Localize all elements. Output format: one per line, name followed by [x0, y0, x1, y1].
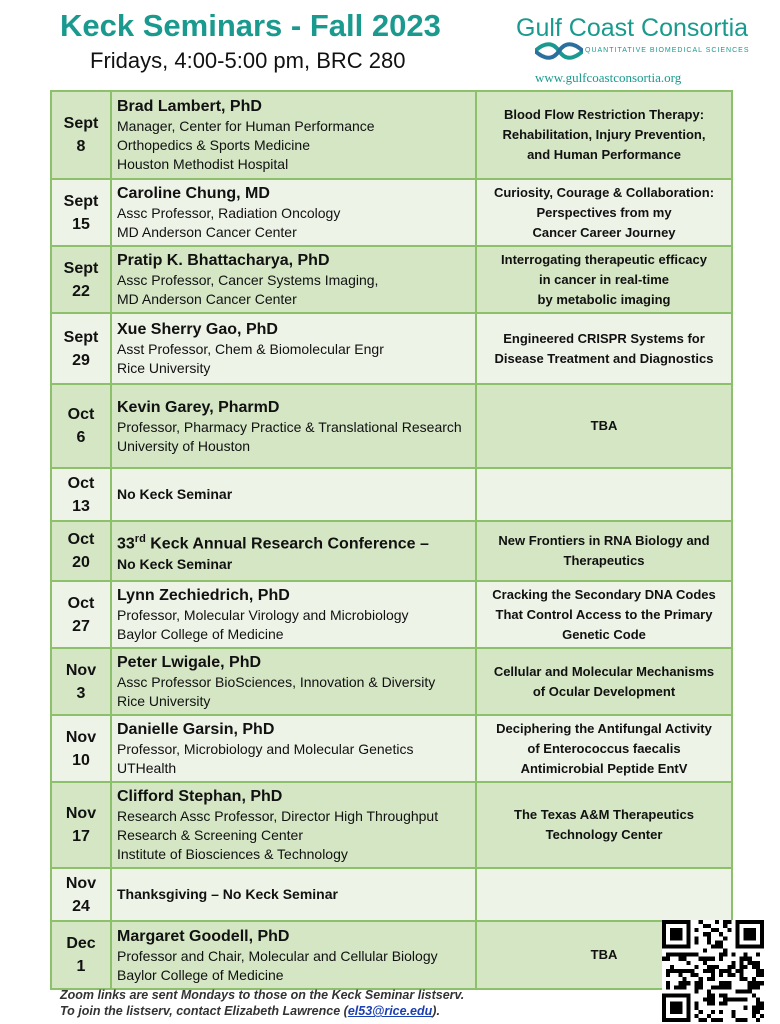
seminar-topic	[476, 246, 732, 313]
speaker-affiliation: Assc Professor, Cancer Systems Imaging,	[117, 272, 379, 288]
speaker-affiliation: Research Assc Professor, Director High Throughput	[117, 808, 439, 824]
speaker-info	[111, 715, 476, 782]
speaker-name: Danielle Garsin, PhD	[117, 721, 275, 738]
no-seminar-note: No Keck Seminar	[117, 486, 233, 502]
consortia-logo-icon	[535, 42, 583, 60]
date-day: 20	[72, 554, 90, 571]
speaker-affiliation: University of Houston	[117, 437, 251, 454]
speaker-affiliation: Professor, Molecular Virology and Microbiology	[117, 607, 409, 623]
speaker-affiliation: MD Anderson Cancer Center	[117, 291, 297, 307]
date-month: Nov	[65, 661, 97, 679]
schedule-row	[51, 468, 732, 521]
seminar-date	[51, 384, 111, 468]
conference-ordinal-suffix: rd	[134, 532, 146, 545]
seminar-topic	[476, 91, 732, 179]
contact-email-link[interactable]: el53@rice.edu	[347, 1004, 433, 1018]
seminar-topic	[476, 521, 732, 581]
conference-title	[117, 528, 470, 555]
date-month: Sept	[63, 328, 99, 346]
speaker-info	[111, 521, 476, 581]
speaker-affiliation: Rice University	[117, 360, 211, 376]
topic-line: Interrogating therapeutic efficacy	[501, 251, 707, 267]
speaker-name: Pratip K. Bhattacharya, PhD	[117, 252, 330, 269]
seminar-topic	[476, 179, 732, 246]
topic-line: The Texas A&M Therapeutics	[514, 807, 694, 822]
topic-line: Deciphering the Antifungal Activity	[496, 720, 712, 736]
topic-line: Cancer Career Journey	[532, 224, 676, 240]
brand-tagline: QUANTITATIVE BIOMEDICAL SCIENCES	[585, 47, 750, 54]
seminar-date	[51, 179, 111, 246]
schedule-row	[51, 581, 732, 648]
date-day: 1	[76, 958, 86, 975]
schedule-row	[51, 313, 732, 384]
speaker-affiliation: UTHealth	[117, 760, 177, 776]
speaker-name: Caroline Chung, MD	[117, 185, 270, 202]
topic-line: by metabolic imaging	[537, 291, 671, 307]
schedule-row	[51, 782, 732, 868]
seminar-topic	[476, 868, 732, 921]
seminar-topic	[476, 384, 732, 468]
speaker-info	[111, 179, 476, 246]
seminar-date	[51, 246, 111, 313]
schedule-row	[51, 868, 732, 921]
date-day: 27	[72, 617, 90, 635]
topic-line: Rehabilitation, Injury Prevention,	[502, 127, 706, 142]
speaker-affiliation: Baylor College of Medicine	[117, 626, 284, 642]
footer-note	[60, 987, 464, 1019]
date-day: 22	[72, 282, 90, 300]
date-month: Sept	[63, 115, 99, 132]
no-seminar-note: No Keck Seminar	[117, 556, 233, 573]
page-subtitle: Fridays, 4:00-5:00 pm, BRC 280	[90, 48, 406, 73]
speaker-info	[111, 91, 476, 179]
topic-line: Cellular and Molecular Mechanisms	[493, 663, 715, 679]
speaker-name: Kevin Garey, PharmD	[117, 398, 280, 416]
topic-line: Technology Center	[545, 827, 663, 842]
date-month: Nov	[65, 874, 97, 892]
speaker-affiliation: Asst Professor, Chem & Biomolecular Engr	[117, 341, 384, 357]
no-seminar-note: Thanksgiving – No Keck Seminar	[117, 886, 338, 902]
date-month: Dec	[66, 935, 96, 952]
date-month: Nov	[65, 805, 97, 822]
conference-ordinal: 33	[117, 535, 135, 553]
seminar-date	[51, 91, 111, 179]
conference-name: Keck Annual Research Conference –	[145, 535, 429, 553]
seminar-date	[51, 468, 111, 521]
seminar-schedule-table	[50, 90, 733, 990]
speaker-affiliation: Institute of Biosciences & Technology	[117, 846, 348, 862]
seminar-date	[51, 313, 111, 384]
seminar-date	[51, 648, 111, 715]
speaker-name: Clifford Stephan, PhD	[117, 788, 283, 805]
seminar-date	[51, 715, 111, 782]
seminar-topic	[476, 313, 732, 384]
speaker-affiliation: Professor, Pharmacy Practice & Translational Research	[117, 418, 462, 435]
speaker-affiliation: Professor, Microbiology and Molecular Genetics	[117, 741, 414, 757]
speaker-affiliation: Assc Professor, Radiation Oncology	[117, 205, 341, 221]
speaker-info	[111, 313, 476, 384]
speaker-affiliation: Orthopedics & Sports Medicine	[117, 137, 310, 153]
schedule-row	[51, 91, 732, 179]
schedule-row	[51, 521, 732, 581]
speaker-info	[111, 384, 476, 468]
date-month: Oct	[67, 531, 95, 548]
topic-line: Therapeutics	[563, 553, 645, 568]
date-day: 15	[72, 215, 90, 233]
seminar-topic	[476, 648, 732, 715]
speaker-name: Brad Lambert, PhD	[117, 98, 262, 115]
date-day: 17	[72, 828, 90, 845]
date-day: 10	[72, 751, 90, 769]
topic-line: of Ocular Development	[532, 683, 676, 699]
speaker-affiliation: Manager, Center for Human Performance	[117, 118, 375, 134]
speaker-info	[111, 468, 476, 521]
date-month: Oct	[67, 594, 95, 612]
date-day: 29	[72, 351, 90, 369]
seminar-topic	[476, 715, 732, 782]
speaker-affiliation: MD Anderson Cancer Center	[117, 224, 297, 240]
topic-line: and Human Performance	[527, 147, 681, 162]
date-day: 3	[76, 684, 86, 702]
speaker-affiliation: Research & Screening Center	[117, 827, 303, 843]
seminar-date	[51, 921, 111, 989]
topic-line: Genetic Code	[562, 626, 646, 642]
page-title: Keck Seminars - Fall 2023	[60, 8, 441, 43]
date-month: Oct	[67, 406, 95, 423]
speaker-affiliation: Assc Professor BioSciences, Innovation & Diversity	[117, 674, 436, 690]
date-month: Sept	[63, 259, 99, 277]
footer-line-2	[60, 1003, 464, 1019]
speaker-name: Margaret Goodell, PhD	[117, 927, 290, 945]
date-month: Nov	[65, 728, 97, 746]
footer-line-1: Zoom links are sent Mondays to those on the Keck Seminar listserv.	[60, 988, 465, 1002]
speaker-name: Xue Sherry Gao, PhD	[117, 321, 278, 338]
topic-line: Cracking the Secondary DNA Codes	[492, 586, 716, 602]
speaker-name: Peter Lwigale, PhD	[117, 654, 262, 671]
seminar-topic	[476, 468, 732, 521]
schedule-row	[51, 715, 732, 782]
schedule-row	[51, 179, 732, 246]
brand-name: Gulf Coast Consortia	[516, 14, 749, 42]
speaker-info	[111, 868, 476, 921]
topic-line: TBA	[590, 947, 618, 962]
seminar-topic	[476, 581, 732, 648]
speaker-affiliation: Rice University	[117, 693, 211, 709]
seminar-date	[51, 868, 111, 921]
speaker-info	[111, 782, 476, 868]
topic-line: New Frontiers in RNA Biology and	[498, 533, 710, 548]
topic-line: Blood Flow Restriction Therapy:	[503, 107, 705, 122]
topic-line: TBA	[590, 418, 618, 433]
topic-line: in cancer in real-time	[538, 271, 670, 287]
brand-url-link[interactable]: www.gulfcoastconsortia.org	[535, 70, 682, 85]
date-month: Sept	[63, 192, 99, 210]
close-paren: ).	[432, 1004, 440, 1018]
speaker-name: Lynn Zechiedrich, PhD	[117, 587, 290, 604]
date-day: 24	[72, 897, 90, 915]
speaker-info	[111, 921, 476, 989]
speaker-info	[111, 648, 476, 715]
schedule-row	[51, 921, 732, 989]
topic-line: Perspectives from my	[536, 204, 672, 220]
topic-line: Disease Treatment and Diagnostics	[494, 350, 714, 366]
date-month: Oct	[67, 474, 95, 492]
schedule-row	[51, 648, 732, 715]
speaker-info	[111, 581, 476, 648]
topic-line: That Control Access to the Primary	[495, 606, 713, 622]
footer-line-2-prefix: To join the listserv, contact	[60, 1004, 225, 1018]
date-day: 13	[72, 497, 90, 515]
topic-line: Curiosity, Courage & Collaboration:	[493, 184, 715, 200]
seminar-topic	[476, 782, 732, 868]
seminar-date	[51, 521, 111, 581]
date-day: 8	[76, 138, 86, 155]
schedule-row	[51, 246, 732, 313]
speaker-affiliation: Houston Methodist Hospital	[117, 156, 289, 172]
open-paren: (	[340, 1004, 348, 1018]
schedule-row	[51, 384, 732, 468]
speaker-affiliation: Baylor College of Medicine	[117, 966, 284, 983]
qr-code-icon[interactable]	[662, 920, 764, 1022]
speaker-info	[111, 246, 476, 313]
topic-line: Engineered CRISPR Systems for	[503, 330, 705, 346]
seminar-date	[51, 581, 111, 648]
topic-line: of Enterococcus faecalis	[527, 740, 681, 756]
contact-name: Elizabeth Lawrence	[224, 1004, 341, 1018]
speaker-affiliation: Professor and Chair, Molecular and Cellular Biology	[117, 947, 438, 964]
date-day: 6	[76, 429, 86, 446]
seminar-date	[51, 782, 111, 868]
topic-line: Antimicrobial Peptide EntV	[520, 760, 688, 776]
